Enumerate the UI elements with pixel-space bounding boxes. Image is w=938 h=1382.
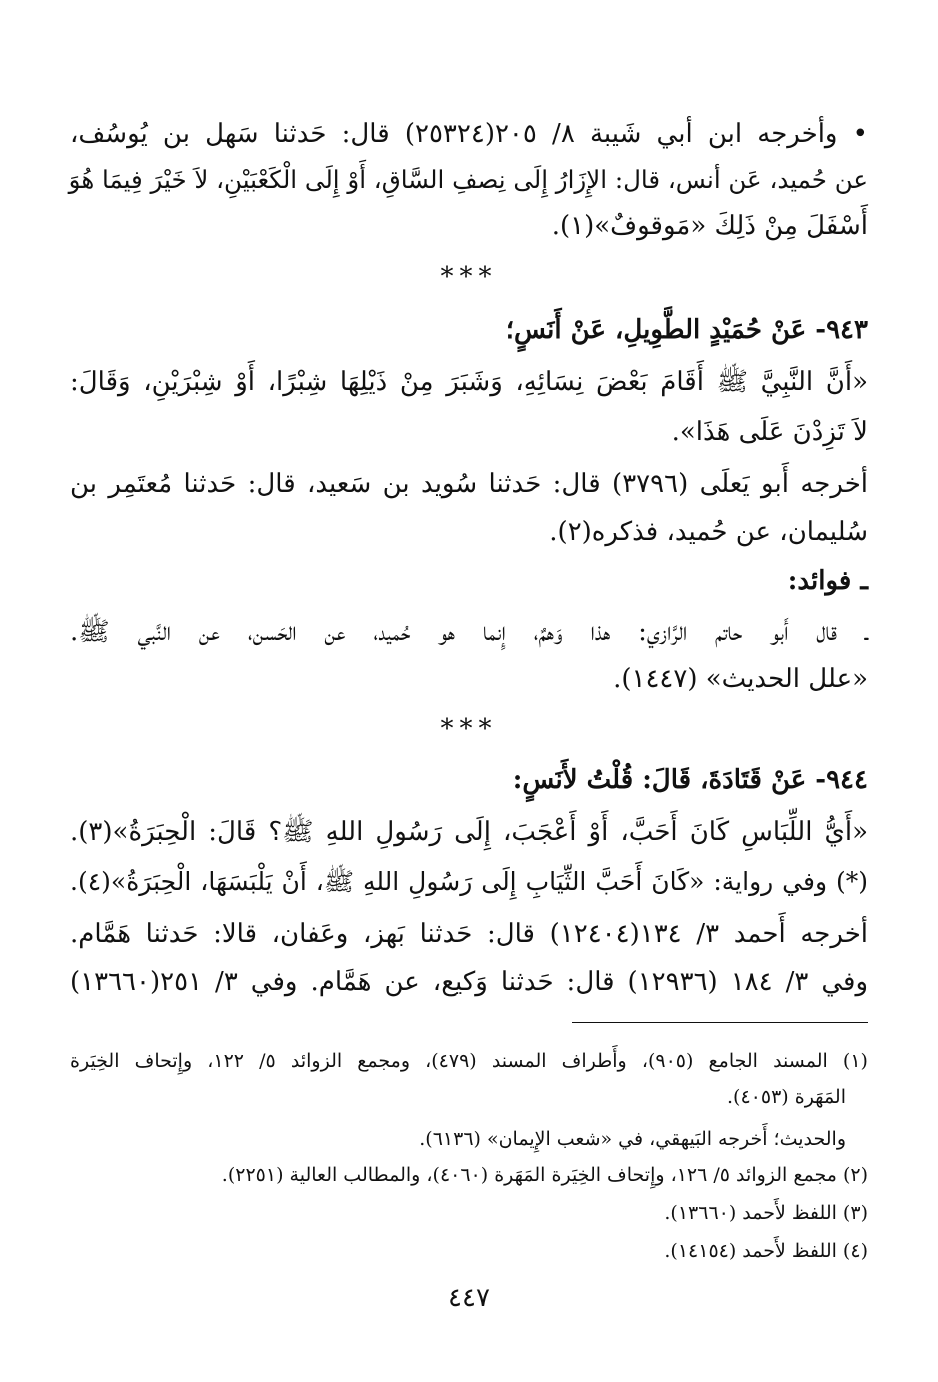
section-separator: *** [440, 714, 498, 744]
footnote-separator [572, 1022, 868, 1023]
hadith-text: (*) وفي رواية: «كَانَ أَحَبَّ الثِّيَابِ إِلَى رَسُولِ اللهِ ﷺ، أَنْ يَلْبَسَهَا، الْحِبَرَةُ»(٤). [70, 867, 868, 896]
fawaid-text: ـ قال أَبو حاتم الرَّازي: هذا وَهمٌ، إِنما هو حُميد، عن الحَسن، عن النَّبي ﷺ. [70, 617, 868, 647]
takhrij-text: أخرجه أَبو يَعلَى (٣٧٩٦) قال: حَدثنا سُويد بن سَعيد، قال: حَدثنا مُعتَمِر بن [70, 469, 868, 499]
footnote: (٣) اللفظ لأَحمد (١٣٦٦٠). [664, 1202, 868, 1224]
text-line: أَسْفَلَ مِنْ ذَلِكَ «مَوقوفٌ»(١). [551, 211, 868, 241]
text-line: • وأخرجه ابن أبي شَيبة ٨/ ٢٠٥(٢٥٣٢٤) قال: حَدثنا سَهل بن يُوسُف، [70, 119, 868, 149]
text-line: عن حُميد، عَن أنس، قال: الإِزَارُ إِلَى نِصفِ السَّاقِ، أَوْ إِلَى الْكَعْبَيْنِ، لاَ خَيْرَ فِيمَا هُوَ [68, 165, 868, 194]
takhrij-text: وفي ٣/ ١٨٤ (١٢٩٣٦) قال: حَدثنا وَكيع، عن هَمَّام. وفي ٣/ ٢٥١(١٣٦٦٠) [70, 967, 869, 997]
footnote: المَهَرة (٤٠٥٣). [727, 1086, 846, 1108]
takhrij-text: أخرجه أَحمد ٣/ ١٣٤(١٢٤٠٤) قال: حَدثنا بَهز، وعَفان، قالا: حَدثنا هَمَّام. [70, 919, 868, 949]
hadith-944-heading: ٩٤٤- عَنْ قَتَادَةَ، قَالَ: قُلْتُ لأَنَسٍ: [512, 765, 868, 795]
fawaid-heading: ـ فوائد: [787, 566, 868, 596]
fawaid-text: «علل الحديث» (١٤٤٧). [613, 664, 868, 694]
hadith-943-heading: ٩٤٣- عَنْ حُمَيْدٍ الطَّوِيلِ، عَنْ أَنَسٍ؛ [505, 315, 868, 345]
footnote: والحديث؛ أَخرجه البَيهقي، في «شعب الإِيمان» (٦١٣٦). [419, 1128, 846, 1150]
footnote: (٢) مجمع الزوائد ٥/ ١٢٦، وإِتحاف الخِيَرة المَهَرة (٤٠٦٠)، والمطالب العالية (٢٢٥١). [221, 1164, 868, 1186]
footnote: (١) المسند الجامع (٩٠٥)، وأَطراف المسند (٤٧٩)، ومجمع الزوائد ٥/ ١٢٢، وإِتحاف الخِيَرة [70, 1050, 868, 1072]
footnote: (٤) اللفظ لأَحمد (١٤١٥٤). [664, 1240, 868, 1262]
hadith-text: لاَ تَزِدْنَ عَلَى هَذَا». [671, 417, 868, 447]
section-separator: *** [440, 262, 498, 292]
hadith-text: «أَيُّ اللِّبَاسِ كَانَ أَحَبَّ، أَوْ أَعْجَبَ، إِلَى رَسُولِ اللهِ ﷺ؟ قَالَ: الْحِبَرَةُ»(٣). [70, 817, 868, 847]
page-number: ٤٤٧ [448, 1283, 490, 1313]
takhrij-text: سُليمان، عن حُميد، فذكره(٢). [549, 517, 868, 547]
hadith-text: «أَنَّ النَّبِيَّ ﷺ أَقَامَ بَعْضَ نِسَائِهِ، وَشَبَرَ مِنْ ذَيْلِهَا شِبْرًا، أَوْ شِبْرَيْنِ، وَقَالَ: [70, 367, 868, 397]
